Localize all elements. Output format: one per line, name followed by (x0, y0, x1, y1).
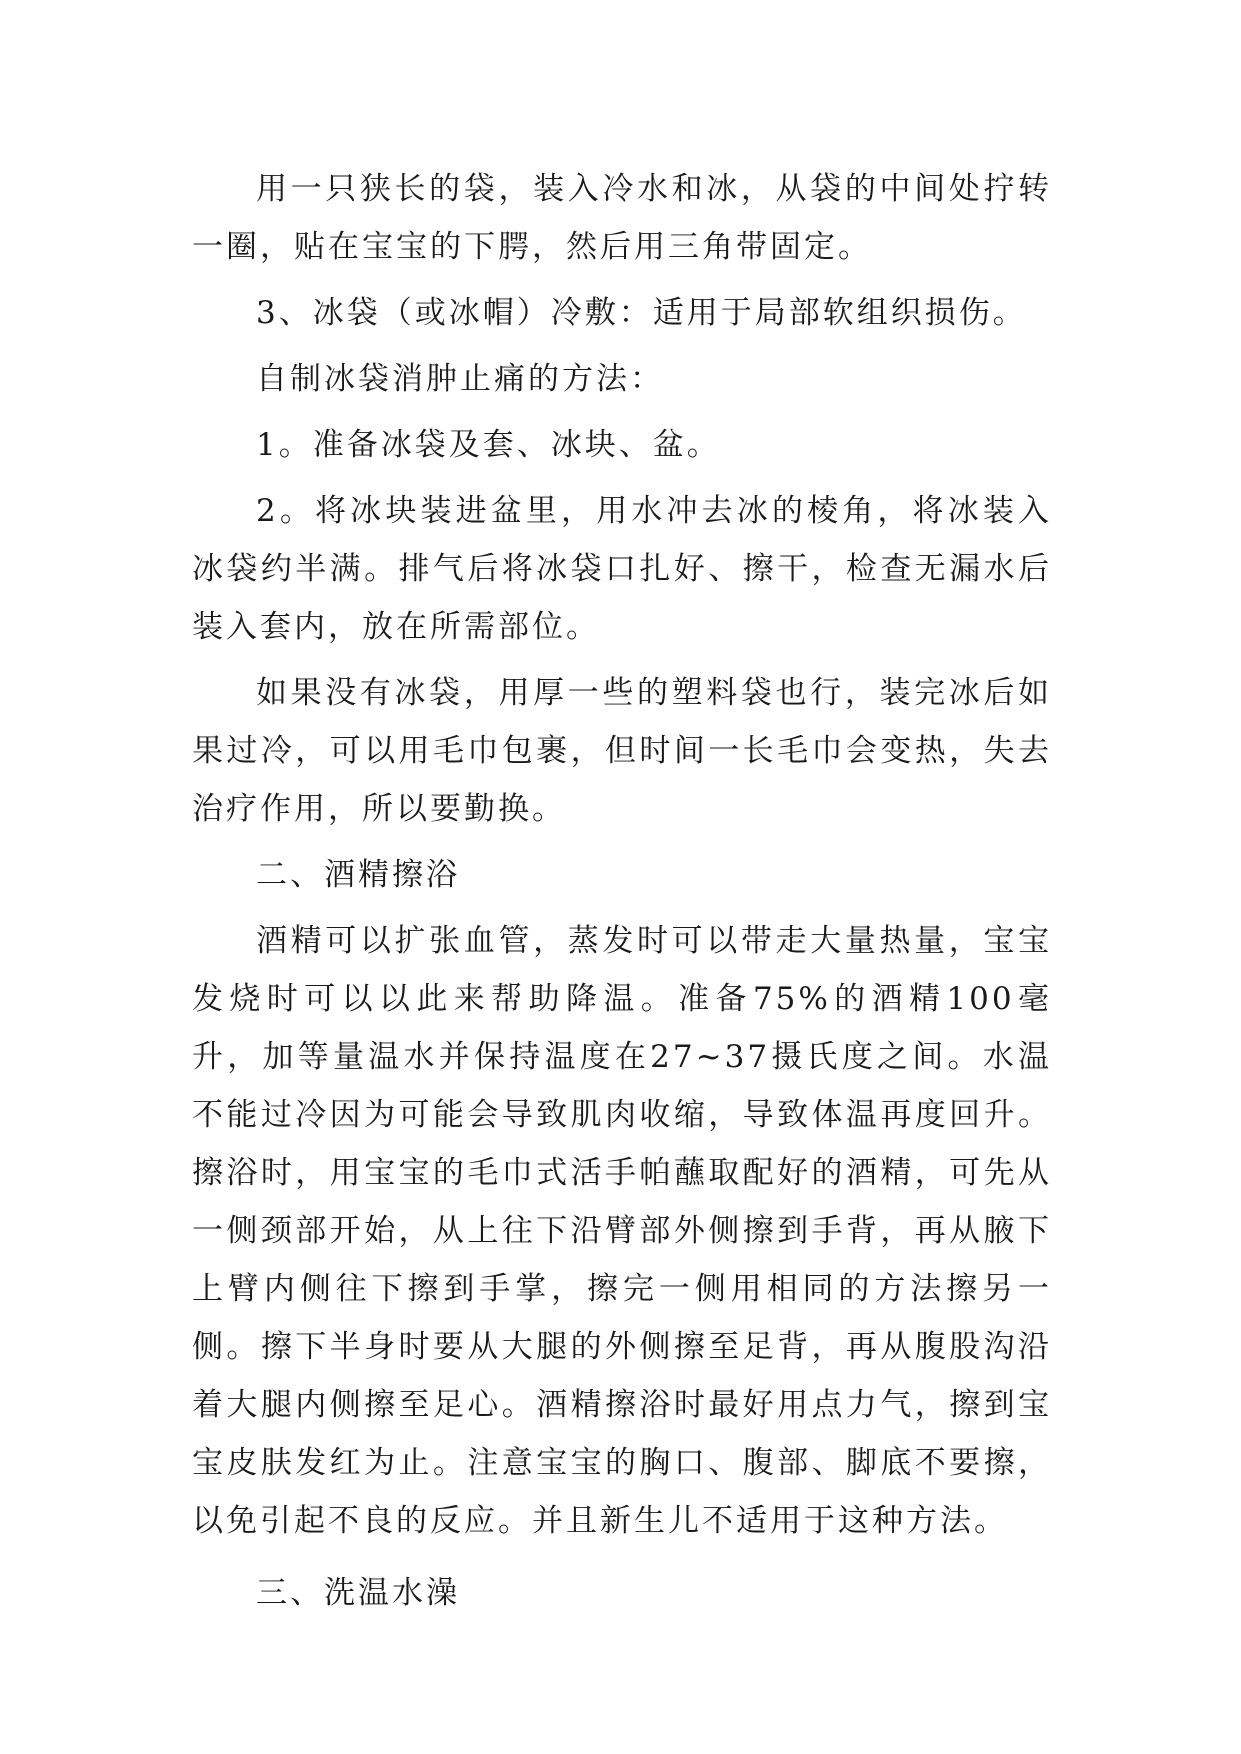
document-body (192, 160, 1052, 1622)
paragraph-alcohol-bath: 酒精可以扩张血管，蒸发时可以带走大量热量，宝宝发烧时可以以此来帮助降温。准备75%的酒精100毫升，加等量温水并保持温度在27~37摄氏度之间。水温不能过冷因为可能会导致肌肉收缩，导致体温再度回升。擦浴时，用宝宝的毛巾式活手帕蘸取配好的酒精，可先从一侧颈部开始，从上往下沿臂部外侧擦到手背，再从腋下上臂内侧往下擦到手掌，擦完一侧用相同的方法擦另一侧。擦下半身时要从大腿的外侧擦至足背，再从腹股沟沿着大腿内侧擦至足心。酒精擦浴时最好用点力气，擦到宝宝皮肤发红为止。注意宝宝的胸口、腹部、脚底不要擦，以免引起不良的反应。并且新生儿不适用于这种方法。 (192, 923, 1052, 1539)
section-heading-alcohol-bath: 二、酒精擦浴 (256, 857, 460, 893)
paragraph-homemade-ice-bag-heading: 自制冰袋消肿止痛的方法： (256, 361, 664, 397)
paragraph-ice-bag-chin: 用一只狭长的袋，装入冷水和冰，从袋的中间处拧转一圈，贴在宝宝的下腭，然后用三角带固定。 (192, 171, 1052, 265)
section-heading-warm-bath: 三、洗温水澡 (256, 1575, 460, 1611)
paragraph-step-1: 1。准备冰袋及套、冰块、盆。 (256, 427, 721, 463)
paragraph-step-2: 2。将冰块装进盆里，用水冲去冰的棱角，将冰装入冰袋约半满。排气后将冰袋口扎好、擦干，检查无漏水后装入套内，放在所需部位。 (192, 493, 1052, 645)
paragraph-no-ice-bag: 如果没有冰袋，用厚一些的塑料袋也行，装完冰后如果过冷，可以用毛巾包裹，但时间一长毛巾会变热，失去治疗作用，所以要勤换。 (192, 675, 1052, 827)
paragraph-ice-bag-cold-compress: 3、冰袋（或冰帽）冷敷：适用于局部软组织损伤。 (256, 295, 1027, 331)
